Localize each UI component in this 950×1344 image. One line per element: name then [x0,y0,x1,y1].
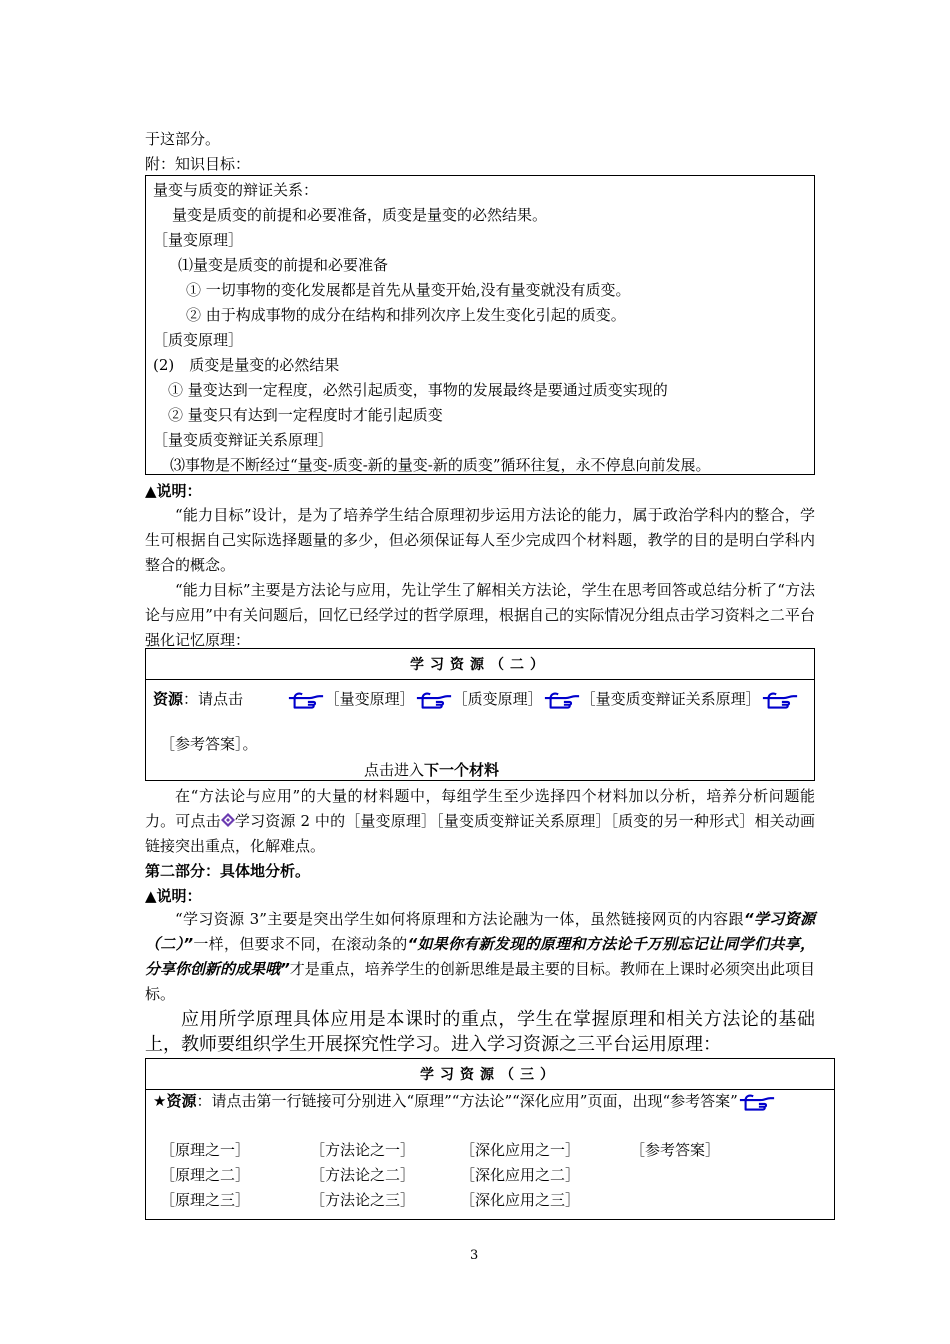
link-application-2[interactable]: ［深化应用之二］ [460,1166,581,1184]
resource-2-answer-row [160,733,258,754]
note-paragraph: “能力目标”设计，是为了培养学生结合原理初步运用方法论的能力，属于政治学科内的整合，学生可根据自己实际选择题量的多少，但必须保证每人至少完成四个材料题，教学的目的是明白学科内整合的概念。 [145,506,815,574]
part-2-heading: 第二部分：具体地分析。 [145,862,311,880]
resource-2-header: 学习资源（二） [410,657,550,673]
resource-3-box [145,1058,835,1220]
method-paragraph-part: 学习资源 2 中的［量变原理］［量变质变辩证关系原理］［质变的另一种形式］相关动画链接突出重点，化解难点。 [145,812,815,855]
knowledge-line: ［量变质变辩证关系原理］ [153,431,334,449]
resource-2-next-row [364,759,499,780]
link-method-2[interactable]: ［方法论之二］ [310,1166,416,1184]
method-paragraph [145,784,815,859]
note-emphasis: “如果你有新发现的原理和方法论千万别忘记让同学们共享，分享你创新的成果哦” [145,935,815,978]
knowledge-line: ⑶事物是不断经过“量变-质变-新的量变-新的质变”循环往复，永不停息向前发展。 [170,456,711,474]
link-reference-answer[interactable]: ［参考答案］ [630,1141,721,1159]
part-2-note-paragraph [145,907,815,1007]
page-number: 3 [470,1248,479,1263]
pointing-hand-icon[interactable] [761,689,799,711]
pointing-hand-icon[interactable] [543,689,581,711]
resource-3-label: ★资源 [153,1092,197,1110]
knowledge-line: ① 一切事物的变化发展都是首先从量变开始,没有量变就没有质变。 [186,281,631,299]
next-prefix: 点击进入 [364,761,425,779]
knowledge-line: ② 由于构成事物的成分在结构和排列次序上发生变化引起的质变。 [186,306,626,324]
knowledge-line: ⑴量变是质变的前提和必要准备 [178,256,389,274]
link-method-3[interactable]: ［方法论之三］ [310,1191,416,1209]
link-principle-3[interactable]: ［原理之三］ [160,1191,251,1209]
pointing-hand-icon[interactable] [738,1091,776,1113]
punctuation: 。 [242,735,258,753]
note-heading: ▲说明： [145,482,202,500]
link-method-1[interactable]: ［方法论之一］ [310,1141,416,1159]
link-qualitative-change[interactable]: ［质变原理］ [452,690,543,708]
link-dialectical-relation[interactable]: ［量变质变辩证关系原理］ [580,690,761,708]
knowledge-box [145,175,815,475]
resource-label: 资源 [153,690,184,708]
note-paragraph: “能力目标”主要是方法论与应用，先让学生了解相关方法论，学生在思考回答或总结分析了“方法论与应用”中有关问题后，回忆已经学过的哲学原理，根据自己的实际情况分组点击学习资料之二平台强化记忆原理： [145,581,815,649]
pointing-hand-icon[interactable] [287,689,325,711]
note-text: “学习资源 3”主要是突出学生如何将原理和方法论融为一体，虽然链接网页的内容跟 [175,910,744,928]
resource-3-instruction: ：请点击第一行链接可分别进入“原理”“方法论”“深化应用”页面，出现“参考答案” [196,1092,738,1110]
link-reference-answer[interactable]: ［参考答案］ [160,735,243,753]
knowledge-line: (2) 质变是量变的必然结果 [153,356,340,374]
link-quantitative-change[interactable]: ［量变原理］ [324,690,415,708]
intro-line-2: 附：知识目标： [145,155,251,173]
note-heading: ▲说明： [145,887,202,905]
pointing-hand-icon[interactable] [415,689,453,711]
intro-line-1: 于这部分。 [145,130,221,148]
resource-prompt: ：请点击 [183,690,244,708]
resource-3-header: 学习资源（三） [420,1067,560,1083]
resource-3-text [153,1089,829,1114]
method-paragraph-part: 在“方法论与应用”的大量的材料题中，每组学生至少选择四个材料加以分析，培养分析问题能力。可点击 [145,787,815,830]
note-emphasis: “学习资源（二）” [145,910,815,953]
diamond-icon[interactable] [221,813,235,827]
link-next-material[interactable]: 下一个材料 [424,761,500,779]
link-application-1[interactable]: ［深化应用之一］ [460,1141,581,1159]
application-paragraph: 应用所学原理具体应用是本课时的重点，学生在掌握原理和相关方法论的基础上，教师要组织学生开展探究性学习。进入学习资源之三平台运用原理： [145,1009,815,1055]
knowledge-line: ① 量变达到一定程度，必然引起质变，事物的发展最终是要通过质变实现的 [168,381,668,399]
knowledge-line: 量变与质变的辩证关系： [153,181,319,199]
knowledge-line: ［量变原理］ [153,231,244,249]
knowledge-line: 量变是质变的前提和必要准备，质变是量变的必然结果。 [172,206,548,224]
resource-2-box [145,648,815,781]
knowledge-line: ② 量变只有达到一定程度时才能引起质变 [168,406,443,424]
note-text: 一样，但要求不同，在滚动条的 [193,935,408,953]
knowledge-line: ［质变原理］ [153,331,244,349]
link-principle-2[interactable]: ［原理之二］ [160,1166,251,1184]
link-application-3[interactable]: ［深化应用之三］ [460,1191,581,1209]
note-text: 才是重点，培养学生的创新思维是最主要的目标。教师在上课时必须突出此项目标。 [145,960,815,1003]
resource-2-row [153,687,799,711]
link-principle-1[interactable]: ［原理之一］ [160,1141,251,1159]
